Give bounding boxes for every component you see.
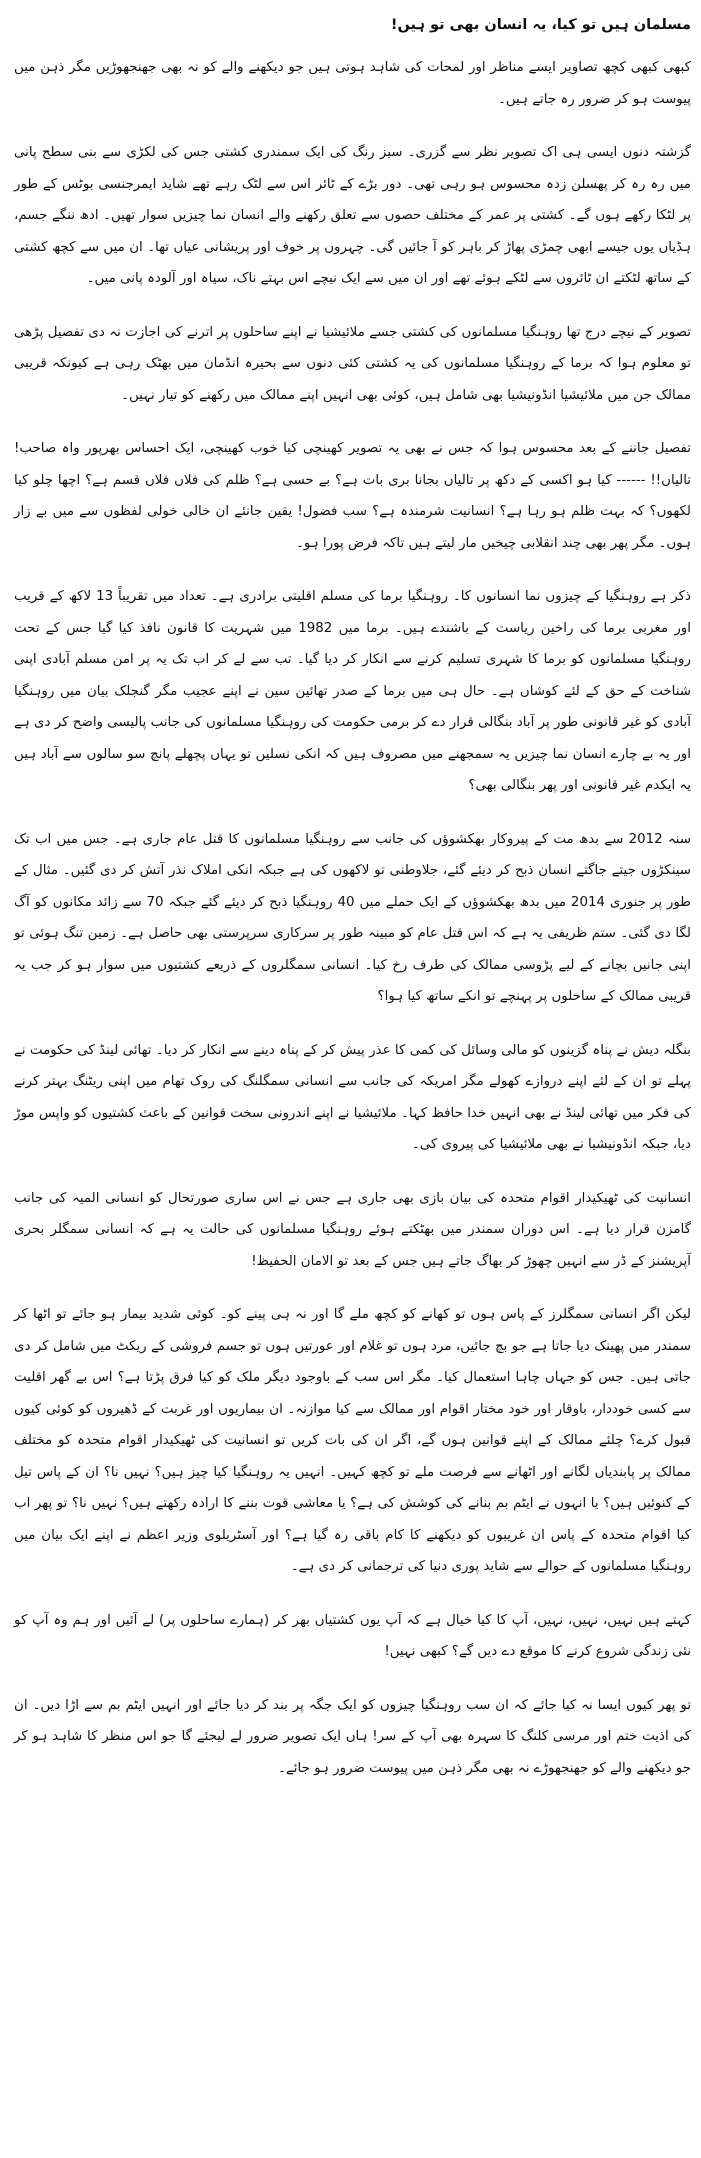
paragraph: انسانیت کی ٹھیکیدار اقوام متحدہ کی بیان بازی بھی جاری ہے جس نے اس ساری صورتحال کو انسانی المیہ کی جانب گامزن قرار دیا ہے۔ اس دوران سمندر میں بھٹکتے ہوئے روہنگیا مسلمانوں کی حالت یہ ہے کہ انسانی سمگلر بحری آپریشنز کے ڈر سے انہیں چھوڑ کر بھاگ جاتے ہیں جس کے بعد تو الامان الحفیظ! xyxy=(14,1190,691,1269)
paragraph: تو پھر کیوں ایسا نہ کیا جائے کہ ان سب روہنگیا چیزوں کو ایک جگہ پر بند کر دیا جائے اور انہیں ایٹم بم سے اڑا دیں۔ ان کی اذیت ختم اور مرسی کلنگ کا سہرہ بھی آپ کے سر! ہاں ایک تصویر ضرور لے لیجئے گا جو اس منظر کا شاہد ہو کر جو دیکھنے والے کو جھنجھوڑے نہ بھی مگر ذہن میں پیوست ضرور ہو جائے۔ xyxy=(14,1697,691,1776)
paragraph: لیکن اگر انسانی سمگلرز کے پاس ہوں تو کھانے کو کچھ ملے گا اور نہ ہی پینے کو۔ کوئی شدید بیمار ہو جائے تو اٹھا کر سمندر میں پھینک دیا جاتا ہے جو بچ جائیں، مرد ہوں تو غلام اور عورتیں ہوں تو جسم فروشی کے ریکٹ میں شامل کر دی جاتی ہیں۔ جس کو جہاں چاہا استعمال کیا۔ مگر اس سب کے باوجود دیگر ملک کو کیا فرق پڑتا ہے؟ اس بے گھر اقلیت سے کسی خوددار، باوقار اور خود مختار اقوام اور ممالک سے کیا موازنہ۔ ان بیماریوں اور غربت کے ڈھیروں کو کوئی کیوں قبول کرے؟ چلئے ممالک کے اپنے قوانین ہوں گے، اگر ان کی بات کریں تو انسانیت کی ٹھیکیدار اقوام متحدہ کو مختلف ممالک پر پابندیاں لگانے اور اٹھانے سے فرصت ملے تو کچھ کہیں۔ انہیں یہ روہنگیا کیا چیز ہیں؟ نہیں نا؟ ان کے پاس تیل کے کنوئیں ہیں؟ یا انہوں نے ایٹم بم بنانے کی کوشش کی ہے؟ یا معاشی قوت بننے کا ارادہ رکھتے ہیں؟ نہیں نا؟ تو پھر اب کیا اقوام متحدہ کے پاس ان غریبوں کو دیکھنے کا کام باقی رہ گیا ہے؟ اور آسٹریلوی وزیر اعظم نے اپنے ایک بیان میں روہنگیا مسلمانوں کے حوالے سے شاید پوری دنیا کی ترجمانی کر دی ہے۔ xyxy=(14,1307,691,1574)
paragraph: سنہ 2012 سے بدھ مت کے پیروکار بھکشوؤں کی جانب سے روہنگیا مسلمانوں کا قتل عام جاری ہے۔ جس میں اب تک سینکڑوں جیتے جاگتے انسان ذبح کر دیئے گئے، جلاوطنی تو لاکھوں کی ہے جبکہ انکی املاک نذر آتش کر دی گئیں۔ مثال کے طور پر جنوری 2014 میں بدھ بھکشوؤں کے ایک حملے میں 40 روہنگیا ذبح کر دیئے گئے جبکہ 70 سے زائد مکانوں کو آگ لگا دی گئی۔ ستم ظریفی یہ ہے کہ اس قتل عام کو مبینہ طور پر سرکاری سرپرستی بھی حاصل ہے۔ زمین تنگ ہوئی تو اپنی جانیں بچانے کے لیے پڑوسی ممالک کی طرف رخ کیا۔ انسانی سمگلروں کے ذریعے کشتیوں میں سوار ہو کر جب یہ قریبی ممالک کے ساحلوں پر پہنچے تو انکے ساتھ کیا ہوا؟ xyxy=(14,831,691,1004)
article-title: مسلمان ہیں تو کیا، یہ انسان بھی تو ہیں! xyxy=(390,17,691,33)
paragraph: کہتے ہیں نہیں، نہیں، نہیں، آپ کا کیا خیال ہے کہ آپ یوں کشتیاں بھر کر (ہمارے ساحلوں پر) لے آئیں اور ہم وہ آپ کو نئی زندگی شروع کرنے کا موقع دے دیں گے؟ کبھی نہیں! xyxy=(14,1612,691,1659)
paragraph: گزشتہ دنوں ایسی ہی اک تصویر نظر سے گزری۔ سبز رنگ کی ایک سمندری کشتی جس کی لکڑی سے بنی سطح پانی میں رہ رہ کر پھسلن زدہ محسوس ہو رہی تھی۔ دور بڑے کے ٹائر اس سے لٹک رہے تھے شاید ایمرجنسی بوٹس کے طور پر لٹکا رکھے ہوں گے۔ کشتی پر عمر کے مختلف حصوں سے تعلق رکھنے والے انسان نما چیزیں سوار تھیں۔ ادھ ننگے جسم، ہڈیاں یوں جیسے ابھی چمڑی پھاڑ کر باہر کو آ جائیں گی۔ چہروں پر خوف اور پریشانی عیاں تھا۔ ان میں سے کچھ کشتی کے ساتھ لٹکتے ان ٹائروں سے لٹکے ہوئے تھے اور ان میں سے ایک نیچے اس بہتے ناک، سیاہ اور آلودہ پانی میں۔ xyxy=(14,145,691,286)
paragraph: تصویر کے نیچے درج تھا روہنگیا مسلمانوں کی کشتی جسے ملائیشیا نے اپنے ساحلوں پر اترنے کی اجازت نہ دی تفصیل پڑھی تو معلوم ہوا کہ برما کے روہنگیا مسلمانوں کی یہ کشتی کئی دنوں سے بحیرہ انڈمان میں بھٹک رہی ہے کیونکہ قریبی ممالک جن میں ملائیشیا انڈونیشیا بھی شامل ہیں، کوئی بھی انہیں اپنے ممالک میں رکھنے کو تیار نہیں۔ xyxy=(14,324,691,403)
paragraph: بنگلہ دیش نے پناہ گزینوں کو مالی وسائل کی کمی کا عذر پیش کر کے پناہ دینے سے انکار کر دیا۔ تھائی لینڈ کی حکومت نے پہلے تو ان کے لئے اپنے دروازے کھولے مگر امریکہ کی جانب سے انسانی سمگلنگ کی روک تھام میں اپنی ریٹنگ بہتر کرنے کی فکر میں تھائی لینڈ نے بھی انہیں خدا حافظ کہا۔ ملائیشیا نے اپنے اندرونی سخت قوانین کے باعث کشتیوں کو واپس موڑ دیا، جبکہ انڈونیشیا نے بھی ملائیشیا کی پیروی کی۔ xyxy=(14,1042,691,1152)
paragraph: تفصیل جاننے کے بعد محسوس ہوا کہ جس نے بھی یہ تصویر کھینچی کیا خوب کھینچی، ایک احساس بھرپور واہ صاحب! تالیاں!! ------ کیا ہو اکسی کے دکھ پر تالیاں بجانا بری بات ہے؟ بے حسی ہے؟ ظلم کی فلاں فلاں قسم ہے؟ اچھا چلو کیا لکھوں؟ کہ بہت ظلم ہو رہا ہے؟ انسانیت شرمندہ ہے؟ سب فضول! یقین جانئے ان خالی خولی لفظوں سے میں بے زار ہوں۔ مگر پھر بھی چند انقلابی چیخیں مار لیتے ہیں تاکہ فرض پورا ہو۔ xyxy=(14,441,691,551)
paragraph: ذکر ہے روہنگیا کے چیزوں نما انسانوں کا۔ روہنگیا برما کی مسلم اقلیتی برادری ہے۔ تعداد میں تقریباً 13 لاکھ کے قریب اور مغربی برما کی راخین ریاست کے باشندے ہیں۔ برما میں 1982 میں شہریت کا قانون نافذ کیا گیا جس کے تحت روہنگیا مسلمانوں کو برما کا شہری تسلیم کرنے سے انکار کر دیا گیا۔ تب سے لے کر اب تک یہ پر امن مسلم آبادی اپنی شناخت کے حق کے لئے کوشاں ہے۔ حال ہی میں برما کے صدر تھائین سین نے اپنے عجیب مگر گنجلک بیان میں روہنگیا آبادی کو غیر قانونی طور پر آباد بنگالی قرار دے کر برمی حکومت کی روہنگیا مسلمانوں کی جانب پالیسی واضح کر دی ہے اور یہ بے چارے انسان نما چیزیں یہ سمجھنے میں مصروف ہیں کہ انکی نسلیں تو یہاں پچھلے پانچ سو سالوں سے آباد ہیں یہ ایکدم غیر قانونی اور پھر بنگالی بھی؟ xyxy=(14,589,691,793)
paragraph: کبھی کبھی کچھ تصاویر ایسے مناظر اور لمحات کی شاہد ہوتی ہیں جو دیکھنے والے کو نہ بھی جھنجھوڑیں مگر ذہن میں پیوست ہو کر ضرور رہ جاتے ہیں۔ xyxy=(14,60,691,107)
